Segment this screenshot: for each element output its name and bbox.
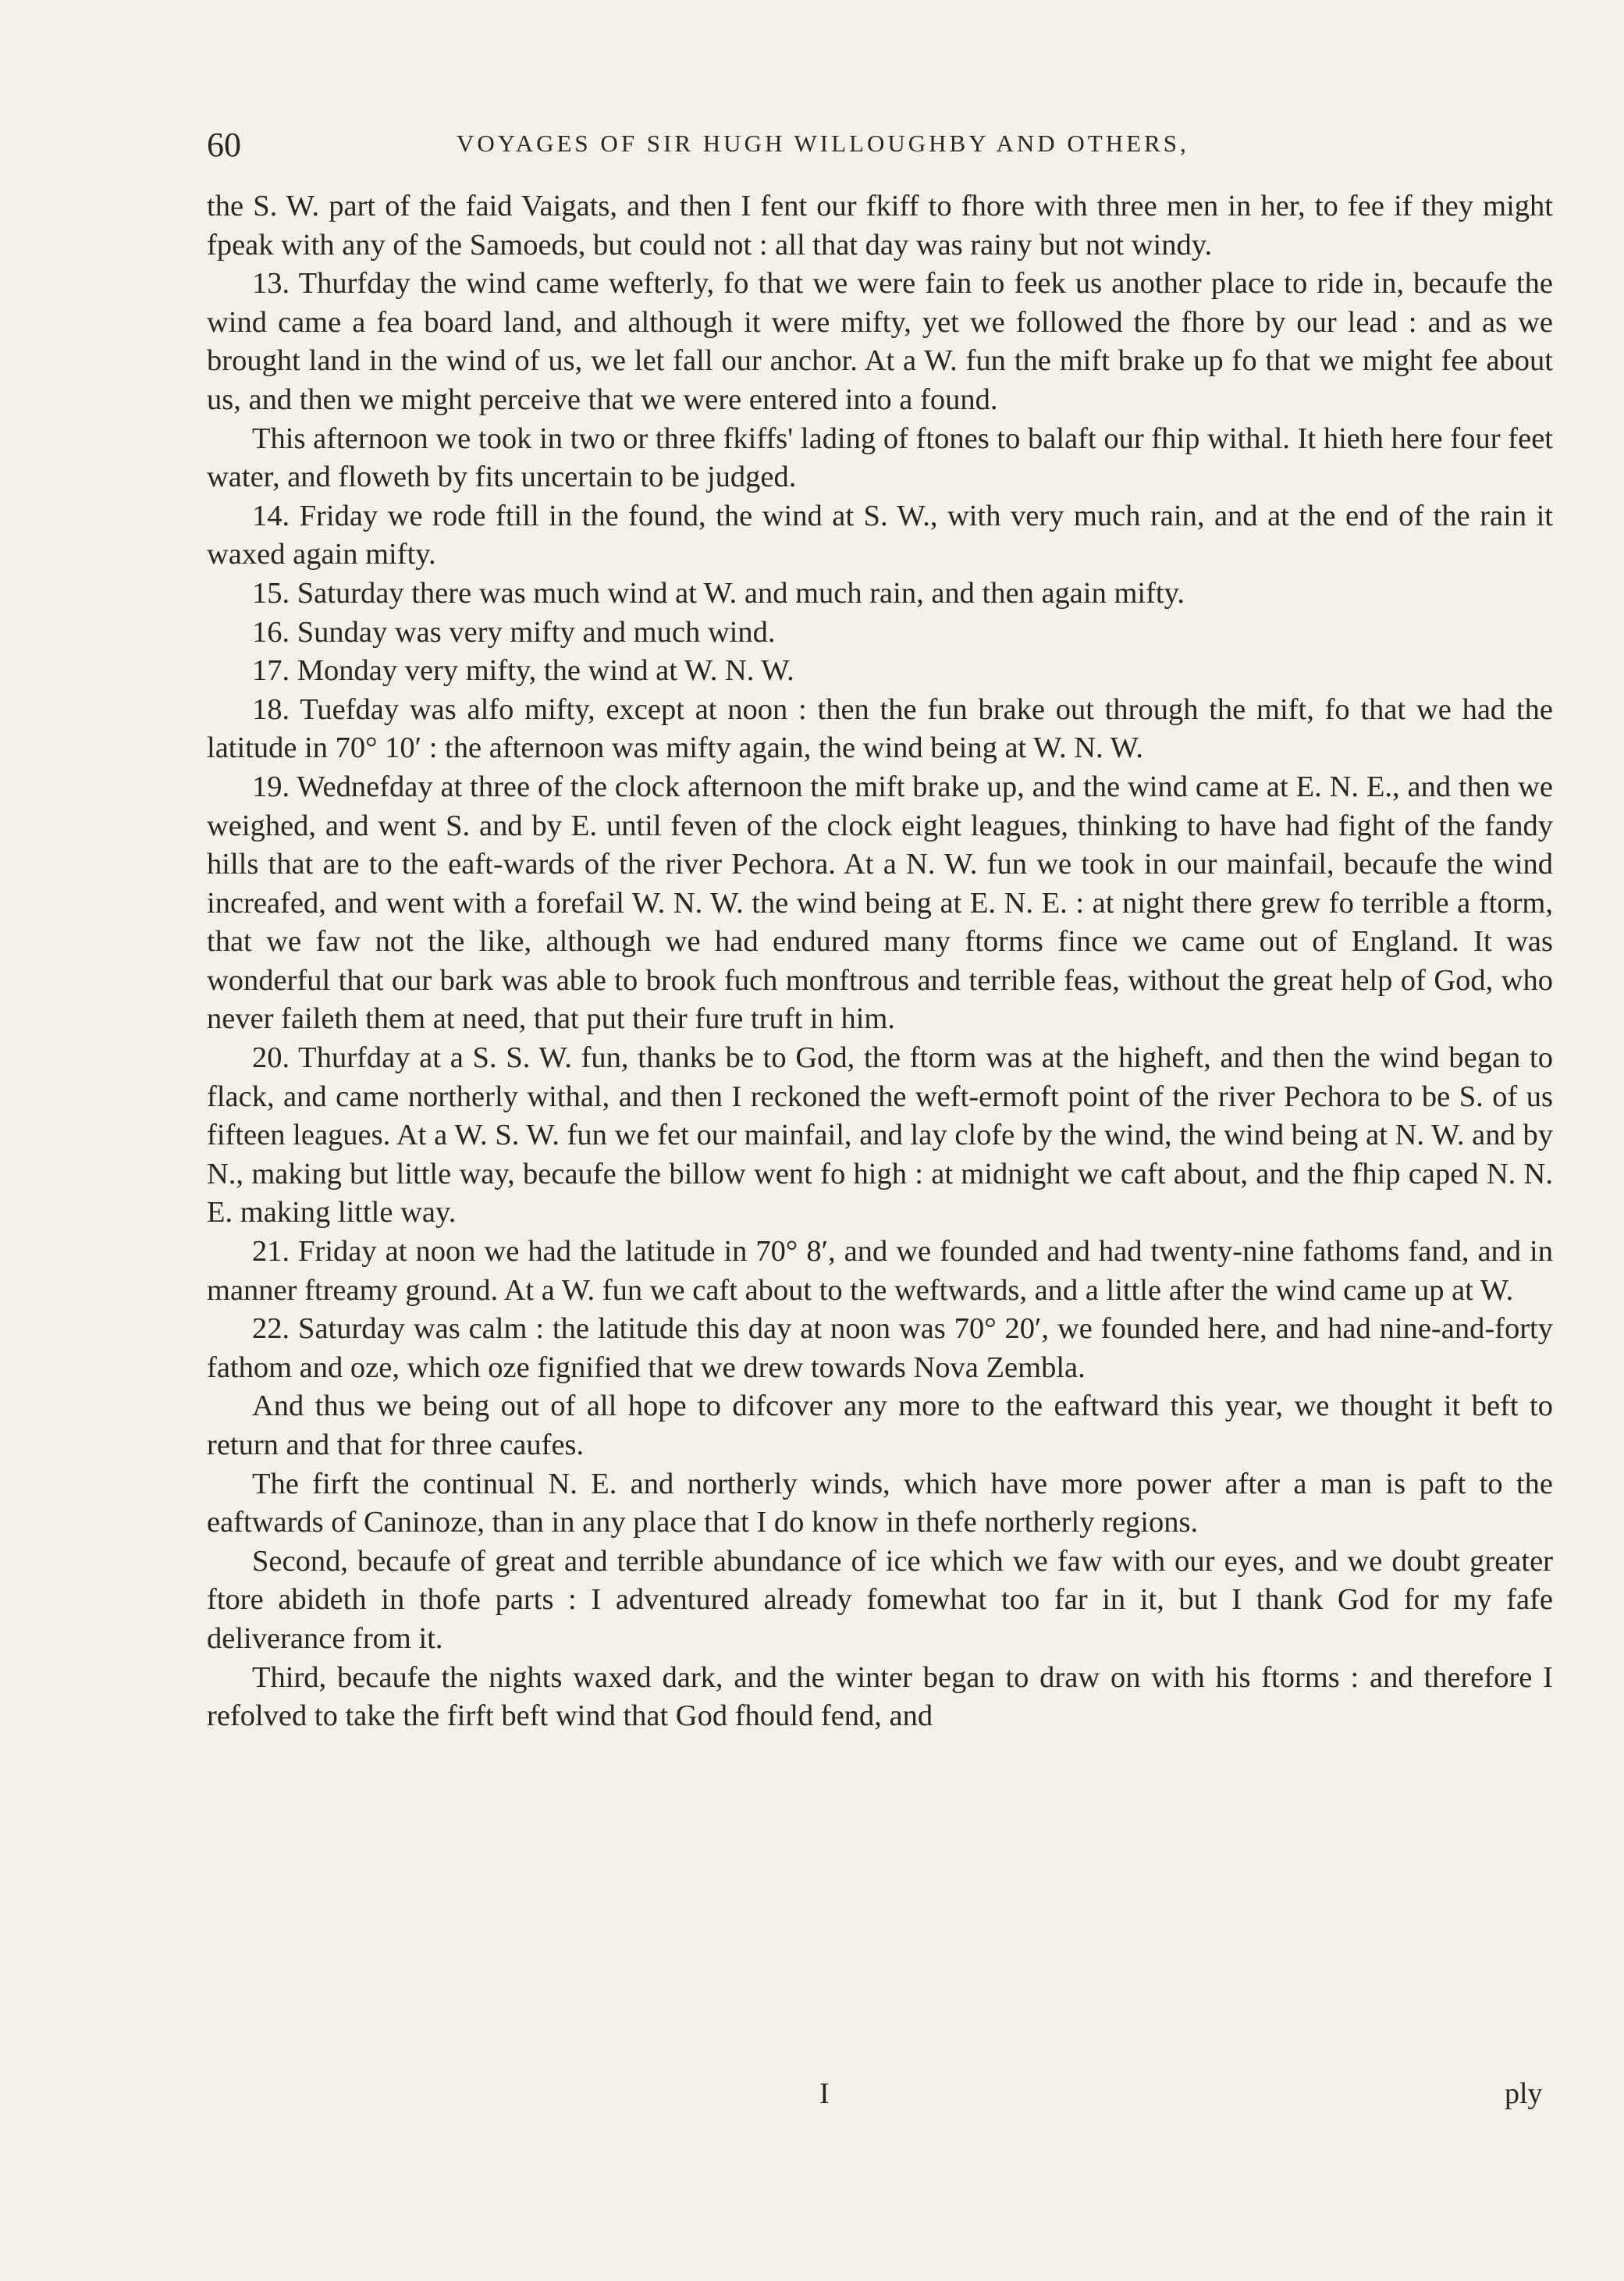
body-text xyxy=(207,187,1553,1736)
page-number: 60 xyxy=(207,126,241,164)
paragraph: 21. Friday at noon we had the latitude in 70° 8′, and we founded and had twenty-nine fathoms fand, and in manner ftreamy ground. At a W. fun we caft about to the weftwards, and a little after the wind came up at W. xyxy=(207,1235,1553,1307)
paragraph: 17. Monday very mifty, the wind at W. N. W. xyxy=(252,654,794,688)
paragraph: 22. Saturday was calm : the latitude this day at noon was 70° 20′, we founded here, and had nine-and-forty fathom and oze, which oze fignified that we drew towards Nova Zembla. xyxy=(207,1312,1553,1384)
paragraph: 14. Friday we rode ftill in the found, the wind at S. W., with very much rain, and at the end of the rain it waxed again mifty. xyxy=(207,499,1553,571)
paragraph: 20. Thurfday at a S. S. W. fun, thanks be to God, the ftorm was at the higheft, and then the wind began to flack, and came northerly withal, and then I reckoned the weft-ermoft point of the river Pechora to be S. of us fifteen leagues. At a W. S. W. fun we fet our mainfail, and lay clofe by the wind, the wind being at N. W. and by N., making but little way, becaufe the billow went fo high : at midnight we caft about, and the fhip caped N. N. E. making little way. xyxy=(207,1041,1553,1229)
page-header xyxy=(207,125,1549,172)
paragraph: And thus we being out of all hope to difcover any more to the eaftward this year, we thought it beft to return and that for three caufes. xyxy=(207,1390,1553,1461)
paragraph: 16. Sunday was very mifty and much wind. xyxy=(252,615,776,649)
paragraph: Second, becaufe of great and terrible abundance of ice which we faw with our eyes, and we doubt greater ftore abideth in thofe parts : I adventured already fomewhat too far in it, but I thank God for my fafe deliverance from it. xyxy=(207,1544,1553,1655)
catchword: ply xyxy=(1505,2077,1543,2110)
paragraph: 18. Tuefday was alfo mifty, except at noon : then the fun brake out through the mift, fo that we had the latitude in 70° 10′ : the afternoon was mifty again, the wind being at W. N. W. xyxy=(207,692,1553,765)
paragraph: 15. Saturday there was much wind at W. and much rain, and then again mifty. xyxy=(252,576,1185,610)
paragraph: 13. Thurfday the wind came wefterly, fo that we were fain to feek us another place to ride in, becaufe the wind came a fea board land, and although it were mifty, yet we followed the fhore by our lead : and as we brought land in the wind of us, we let fall our anchor. At a W. fun the mift brake up fo that we might fee about us, and then we might perceive that we were entered into a found. xyxy=(207,267,1553,416)
paragraph: This afternoon we took in two or three fkiffs' lading of ftones to balaft our fhip withal. It hieth here four feet water, and floweth by fits uncertain to be judged. xyxy=(207,422,1553,494)
signature-mark: I xyxy=(819,2077,830,2110)
paragraph: The firft the continual N. E. and northerly winds, which have more power after a man is paft to the eaftwards of Caninoze, than in any place that I do know in thefe northerly regions. xyxy=(207,1467,1553,1539)
paragraph: 19. Wednefday at three of the clock afternoon the mift brake up, and the wind came at E. N. E., and then we weighed, and went S. and by E. until feven of the clock eight leagues, thinking to have had fight of the fandy hills that are to the eaft-wards of the river Pechora. At a N. W. fun we took in our mainfail, becaufe the wind increafed, and went with a forefail W. N. W. the wind being at E. N. E. : at night there grew fo terrible a ftorm, that we faw not the like, although we had endured many ftorms fince we came out of England. It was wonderful that our bark was able to brook fuch monftrous and terrible feas, without the great help of God, who never faileth them at need, that put their fure truft in him. xyxy=(207,770,1553,1036)
paragraph: Third, becaufe the nights waxed dark, and the winter began to draw on with his ftorms : and therefore I refolved to take the firft beft wind that God fhould fend, and xyxy=(207,1660,1553,1733)
paragraph: the S. W. part of the faid Vaigats, and then I fent our fkiff to fhore with three men in her, to fee if they might fpeak with any of the Samoeds, but could not : all that day was rainy but not windy. xyxy=(207,190,1553,262)
running-head: VOYAGES OF SIR HUGH WILLOUGHBY AND OTHERS, xyxy=(457,130,1189,157)
